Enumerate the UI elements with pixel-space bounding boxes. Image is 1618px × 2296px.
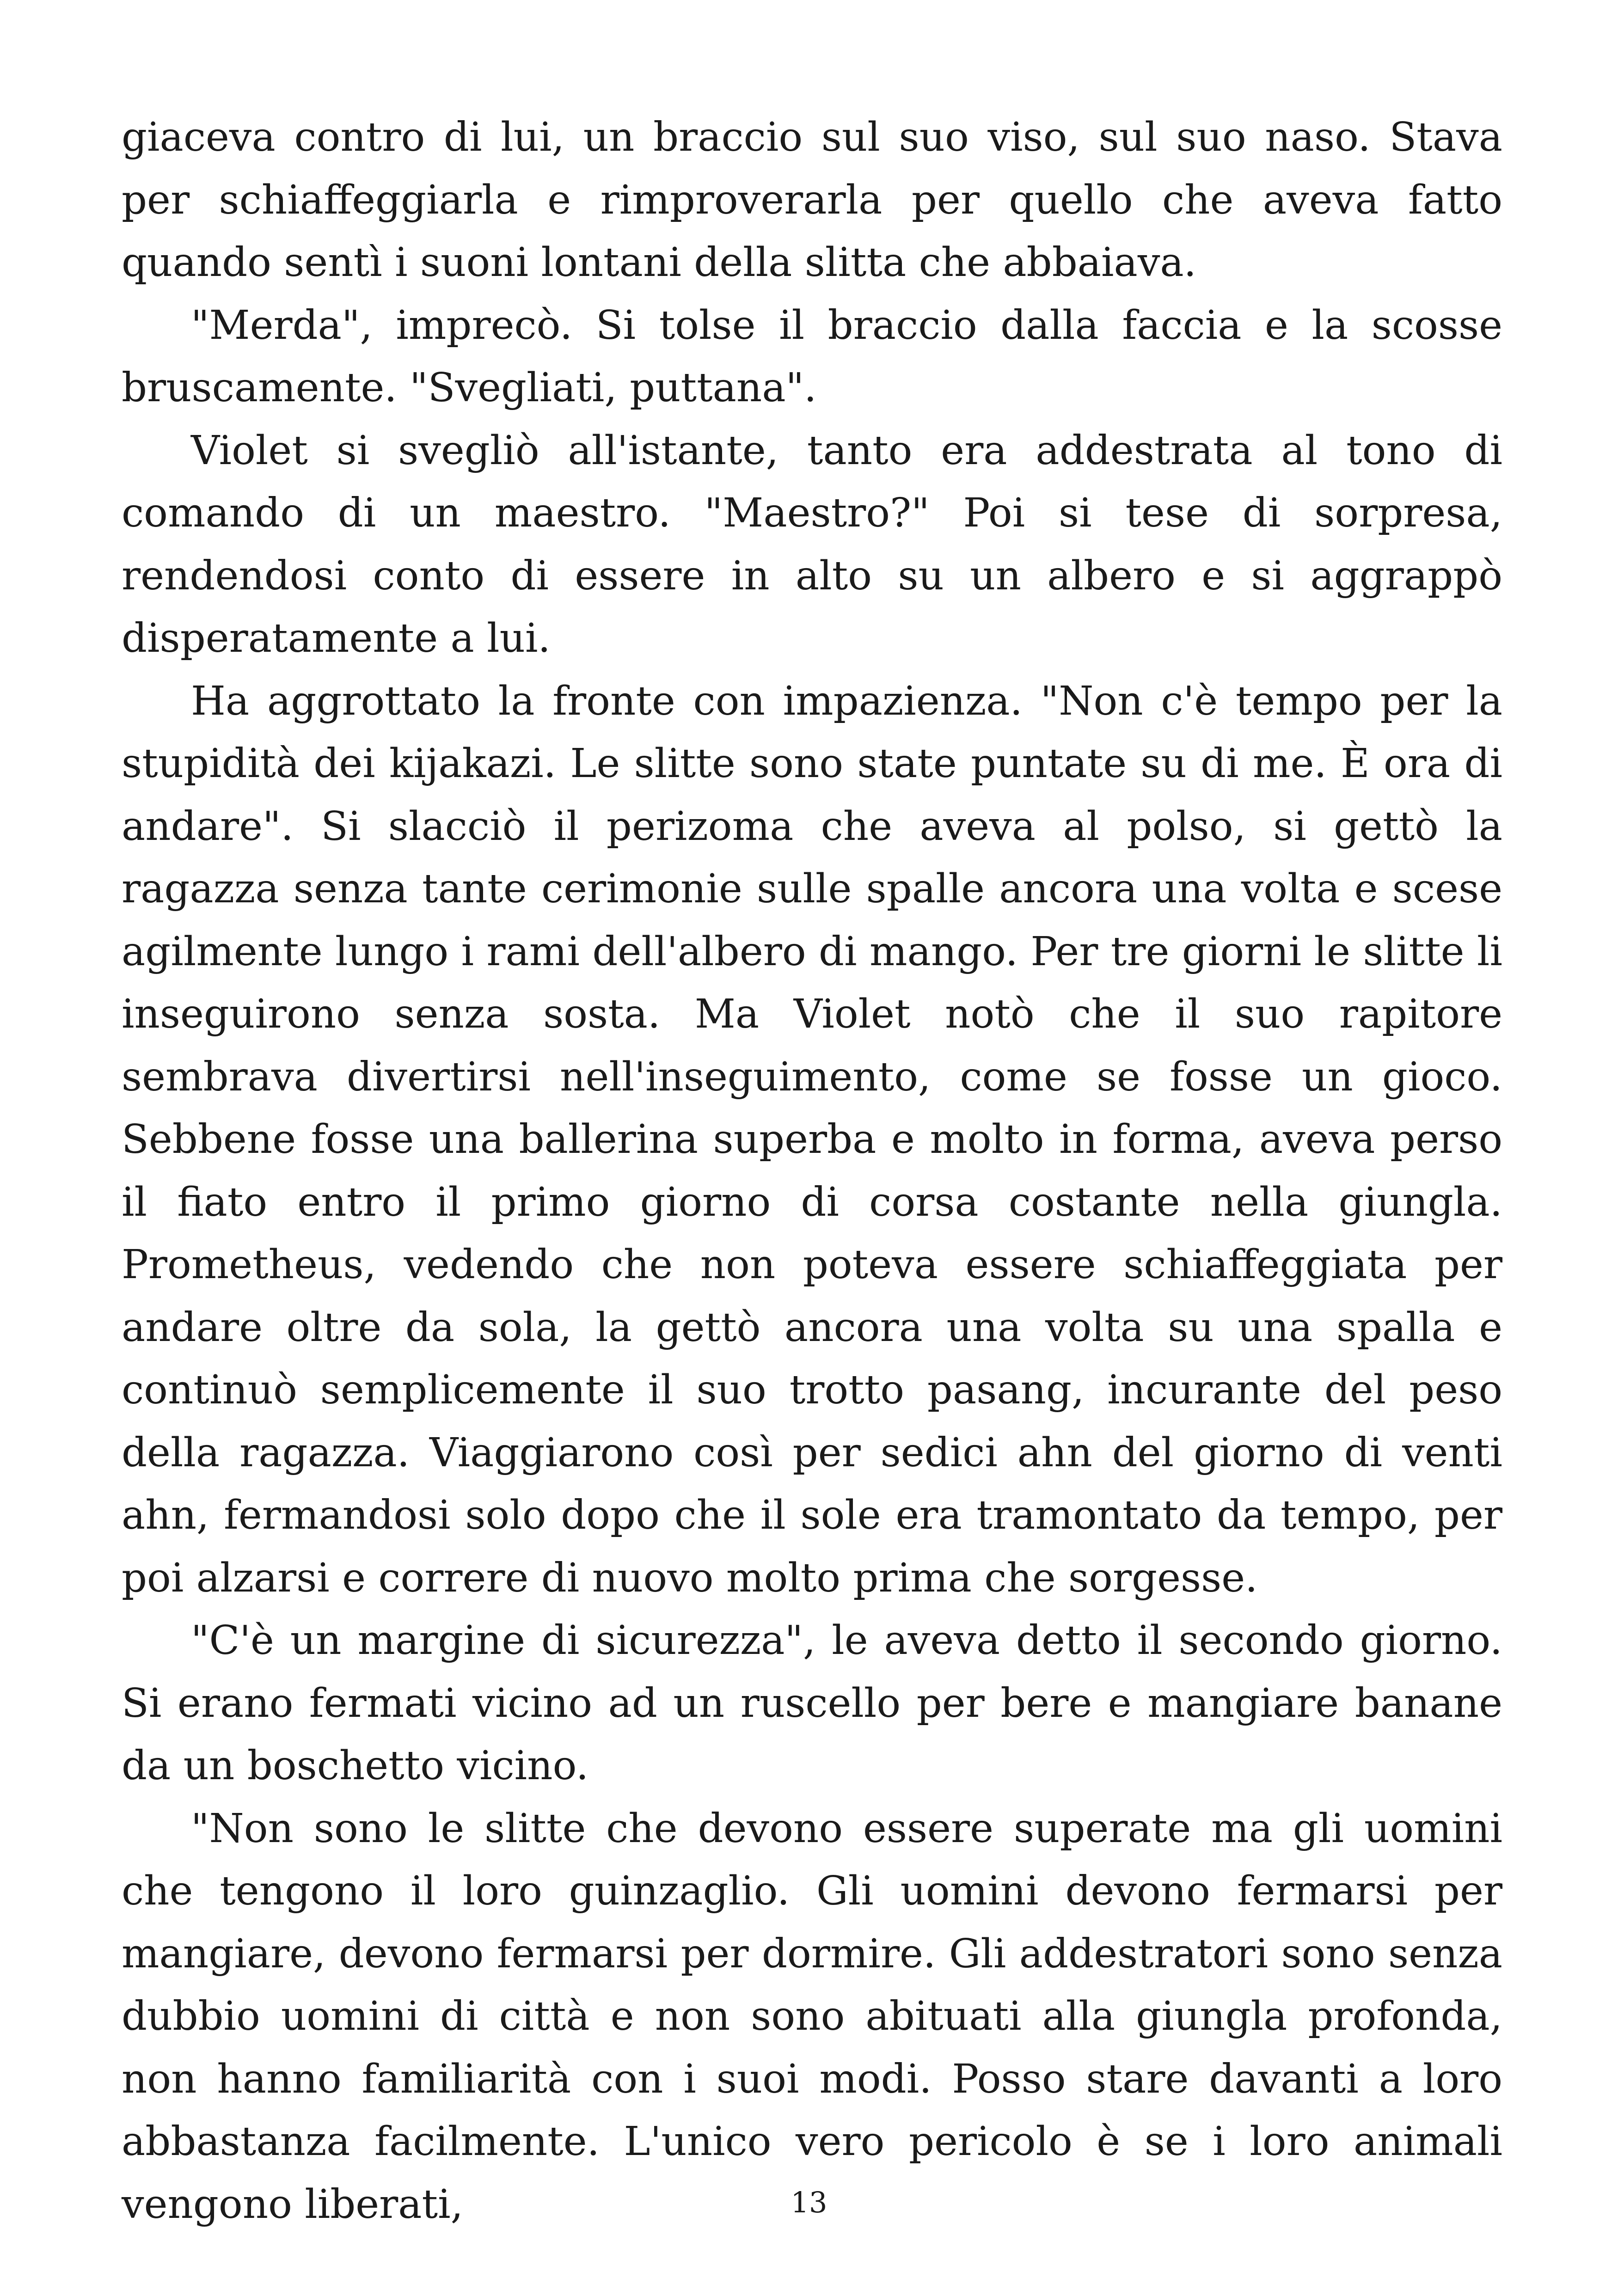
paragraph-5: "C'è un margine di sicurezza", le aveva detto il secondo giorno. Si erano fermati vicino ad un ruscello per bere e mangiare banane da un boschetto vicino. xyxy=(122,1617,1502,1789)
paragraph-2: "Merda", imprecò. Si tolse il braccio dalla faccia e la scosse bruscamente. "Svegliati, puttana". xyxy=(122,302,1502,411)
page-number: 13 xyxy=(791,2186,827,2219)
paragraph-4: Ha aggrottato la fronte con impazienza. "Non c'è tempo per la stupidità dei kijakazi. Le slitte sono state puntate su di me. È ora di andare". Si slacciò il perizoma che aveva al polso, si gettò la ragazza senza tante cerimonie sulle spalle ancora una volta e scese agilmente lungo i rami dell'albero di mango. Per tre giorni le slitte li inseguirono senza sosta. Ma Violet notò che il suo rapitore sembrava divertirsi nell'inseguimento, come se fosse un gioco. Sebbene fosse una ballerina superba e molto in forma, aveva perso il fiato entro il primo giorno di corsa costante nella giungla. Prometheus, vedendo che non poteva essere schiaffeggiata per andare oltre da sola, la gettò ancora una volta su una spalla e continuò semplicemente il suo trotto pasang, incurante del peso della ragazza. Viaggiarono così per sedici ahn del giorno di venti ahn, fermandosi solo dopo che il sole era tramontato da tempo, per poi alzarsi e correre di nuovo molto prima che sorgesse. xyxy=(122,678,1502,1601)
paragraph-1: giaceva contro di lui, un braccio sul suo viso, sul suo naso. Stava per schiaffeggiarla e rimproverarla per quello che aveva fatto quando sentì i suoni lontani della slitta che abbaiava. xyxy=(122,114,1502,286)
page-body-text xyxy=(122,106,1502,2236)
paragraph-6: "Non sono le slitte che devono essere superate ma gli uomini che tengono il loro guinzaglio. Gli uomini devono fermarsi per mangiare, devono fermarsi per dormire. Gli addestratori sono senza dubbio uomini di città e non sono abituati alla giungla profonda, non hanno familiarità con i suoi modi. Posso stare davanti a loro abbastanza facilmente. L'unico vero pericolo è se i loro animali vengono liberati, xyxy=(122,1805,1502,2228)
paragraph-3: Violet si svegliò all'istante, tanto era addestrata al tono di comando di un maestro. "Maestro?" Poi si tese di sorpresa, rendendosi conto di essere in alto su un albero e si aggrappò disperatamente a lui. xyxy=(122,427,1502,661)
